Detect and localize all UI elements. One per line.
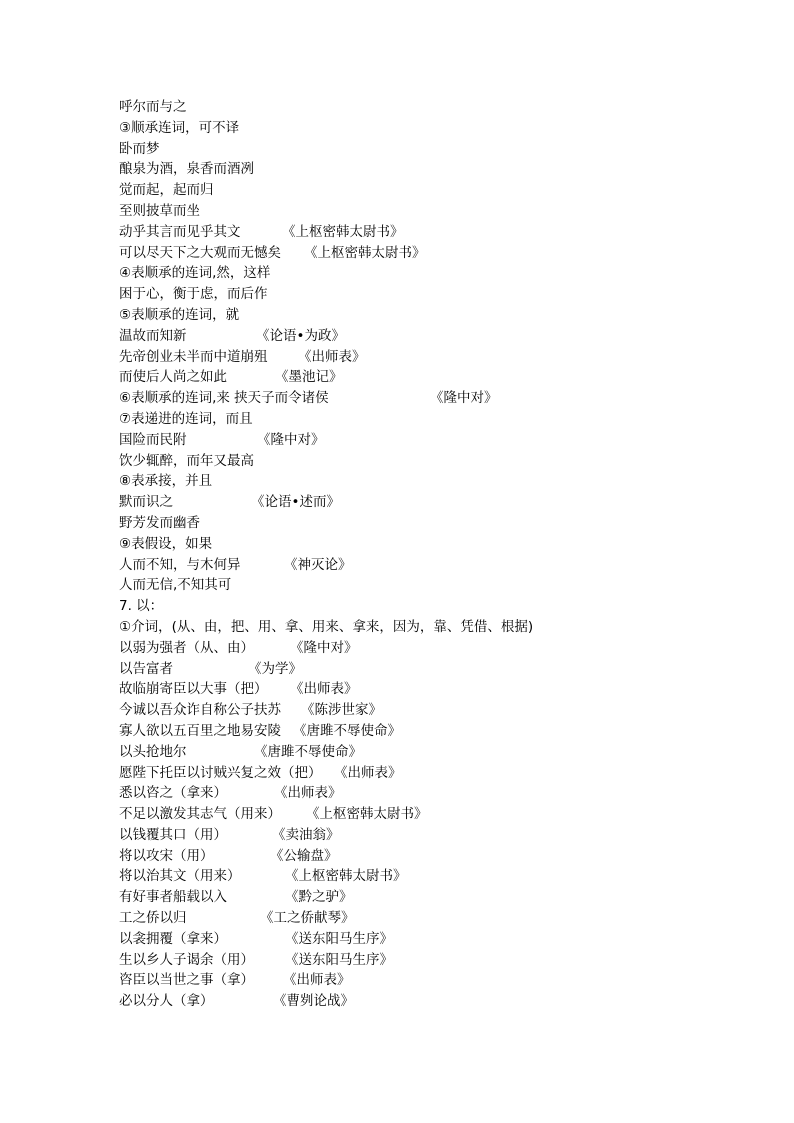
line-text: ⑨表假设，如果 bbox=[119, 535, 213, 552]
source-title: 《隆中对》 bbox=[257, 431, 325, 448]
text-line bbox=[119, 451, 759, 472]
line-text: 先帝创业未半而中道崩殂 bbox=[119, 348, 268, 365]
line-text: ①介词，(从、由，把、用、拿、用来、拿来，因为，靠、凭借、根据) bbox=[119, 618, 534, 635]
line-text: 呼尔而与之 bbox=[119, 99, 187, 115]
source-title: 《工之侨献琴》 bbox=[260, 910, 355, 927]
text-line bbox=[119, 970, 759, 991]
line-text: 将以治其文（用来） bbox=[119, 868, 241, 885]
source-title: 《论语•述而》 bbox=[251, 494, 340, 511]
line-text: 困于心，衡于虑，而后作 bbox=[119, 286, 268, 303]
line-text: 悉以咨之（拿来） bbox=[119, 785, 227, 802]
source-title: 《黔之驴》 bbox=[285, 889, 353, 906]
text-line bbox=[119, 159, 759, 180]
source-title: 《神灭论》 bbox=[284, 556, 352, 573]
line-text: 饮少辄醉，而年又最高 bbox=[119, 452, 254, 469]
text-line bbox=[119, 222, 759, 243]
line-text: 可以尽天下之大观而无憾矣 bbox=[119, 244, 281, 261]
text-line bbox=[119, 721, 759, 742]
line-text: ③顺承连词，可不译 bbox=[119, 119, 240, 136]
text-line bbox=[119, 659, 759, 680]
text-line bbox=[119, 742, 759, 763]
source-title: 《隆中对》 bbox=[430, 390, 498, 407]
source-title: 《为学》 bbox=[248, 660, 302, 677]
text-line bbox=[119, 97, 759, 118]
line-text: 而使后人尚之如此 bbox=[119, 369, 227, 386]
line-text: 有好事者船载以入 bbox=[119, 889, 227, 906]
text-line bbox=[119, 596, 759, 617]
text-line bbox=[119, 866, 759, 887]
line-text: 以钱覆其口（用） bbox=[119, 826, 227, 843]
text-line bbox=[119, 908, 759, 929]
line-text: ⑤表顺承的连词，就 bbox=[119, 306, 240, 323]
source-title: 《送东阳马生序》 bbox=[285, 951, 393, 968]
text-line bbox=[119, 409, 759, 430]
source-title: 《陈涉世家》 bbox=[301, 702, 382, 719]
text-line bbox=[119, 804, 759, 825]
text-line bbox=[119, 139, 759, 160]
line-text: 野芳发而幽香 bbox=[119, 514, 200, 531]
text-line bbox=[119, 388, 759, 409]
line-text: 不足以激发其志气（用来） bbox=[119, 806, 281, 823]
text-line bbox=[119, 471, 759, 492]
text-body bbox=[119, 97, 759, 1012]
source-title: 《送东阳马生序》 bbox=[285, 930, 393, 947]
text-line bbox=[119, 763, 759, 784]
text-line bbox=[119, 991, 759, 1012]
line-text: 将以攻宋（用） bbox=[119, 847, 214, 864]
source-title: 《卖油翁》 bbox=[272, 826, 340, 843]
source-title: 《出师表》 bbox=[290, 681, 358, 698]
source-title: 《出师表》 bbox=[298, 348, 366, 365]
line-text: 人而不知，与木何异 bbox=[119, 556, 241, 573]
line-text: 故临崩寄臣以大事（把） bbox=[119, 681, 268, 698]
line-text: 愿陛下托臣以讨贼兴复之效（把） bbox=[119, 764, 322, 781]
line-text: 生以乡人子谒余（用） bbox=[119, 951, 254, 968]
line-text: 以弱为强者（从、由） bbox=[119, 639, 254, 656]
line-text: 觉而起，起而归 bbox=[119, 182, 214, 199]
text-line bbox=[119, 825, 759, 846]
source-title: 《出师表》 bbox=[334, 764, 402, 781]
text-line bbox=[119, 513, 759, 534]
line-text: 7. 以： bbox=[119, 598, 164, 615]
text-line bbox=[119, 534, 759, 555]
source-title: 《上枢密韩太尉书》 bbox=[282, 223, 404, 240]
source-title: 《上枢密韩太尉书》 bbox=[304, 244, 426, 261]
text-line bbox=[119, 575, 759, 596]
text-line bbox=[119, 555, 759, 576]
text-line bbox=[119, 118, 759, 139]
line-text: 咨臣以当世之事（拿） bbox=[119, 972, 254, 989]
line-text: 人而无信,不知其可 bbox=[119, 577, 232, 594]
line-text: ④表顺承的连词,然，这样 bbox=[119, 265, 271, 282]
text-line bbox=[119, 263, 759, 284]
source-title: 《上枢密韩太尉书》 bbox=[285, 868, 407, 885]
line-text: 工之侨以归 bbox=[119, 910, 187, 927]
line-text: 寡人欲以五百里之地易安陵 bbox=[119, 722, 281, 739]
text-line bbox=[119, 700, 759, 721]
text-line bbox=[119, 201, 759, 222]
source-title: 《唐雎不辱使命》 bbox=[254, 743, 362, 760]
source-title: 《上枢密韩太尉书》 bbox=[306, 806, 428, 823]
line-text: 至则披草而坐 bbox=[119, 202, 200, 219]
text-line bbox=[119, 243, 759, 264]
text-line bbox=[119, 887, 759, 908]
text-line bbox=[119, 305, 759, 326]
line-text: 国险而民附 bbox=[119, 431, 187, 448]
text-line bbox=[119, 326, 759, 347]
line-text: 以衾拥覆（拿来） bbox=[119, 930, 227, 947]
source-title: 《出师表》 bbox=[283, 972, 351, 989]
source-title: 《公输盘》 bbox=[270, 847, 338, 864]
text-line bbox=[119, 617, 759, 638]
line-text: 以告富者 bbox=[119, 660, 173, 677]
line-text: 温故而知新 bbox=[119, 327, 187, 344]
text-line bbox=[119, 180, 759, 201]
source-title: 《隆中对》 bbox=[290, 639, 358, 656]
line-text: 以头抢地尔 bbox=[119, 743, 187, 760]
text-line bbox=[119, 638, 759, 659]
text-line bbox=[119, 679, 759, 700]
line-text: 酿泉为酒，泉香而酒冽 bbox=[119, 161, 254, 178]
line-text: ⑧表承接，并且 bbox=[119, 473, 213, 490]
text-line bbox=[119, 430, 759, 451]
text-line bbox=[119, 929, 759, 950]
line-text: 默而识之 bbox=[119, 494, 173, 511]
text-line bbox=[119, 783, 759, 804]
source-title: 《出师表》 bbox=[274, 785, 342, 802]
line-text: 今诚以吾众诈自称公子扶苏 bbox=[119, 702, 281, 719]
line-text: 动乎其言而见乎其文 bbox=[119, 223, 241, 240]
line-text: 卧而梦 bbox=[119, 140, 160, 157]
source-title: 《唐雎不辱使命》 bbox=[293, 722, 401, 739]
text-line bbox=[119, 367, 759, 388]
line-text: 必以分人（拿） bbox=[119, 993, 214, 1010]
text-line bbox=[119, 284, 759, 305]
source-title: 《论语•为政》 bbox=[256, 327, 345, 344]
text-line bbox=[119, 347, 759, 368]
line-text: ⑥表顺承的连词,来 挟天子而令诸侯 bbox=[119, 390, 329, 407]
source-title: 《墨池记》 bbox=[275, 369, 343, 386]
line-text: ⑦表递进的连词，而且 bbox=[119, 410, 253, 427]
text-line bbox=[119, 950, 759, 971]
text-line bbox=[119, 846, 759, 867]
text-line bbox=[119, 492, 759, 513]
source-title: 《曹刿论战》 bbox=[273, 993, 354, 1010]
